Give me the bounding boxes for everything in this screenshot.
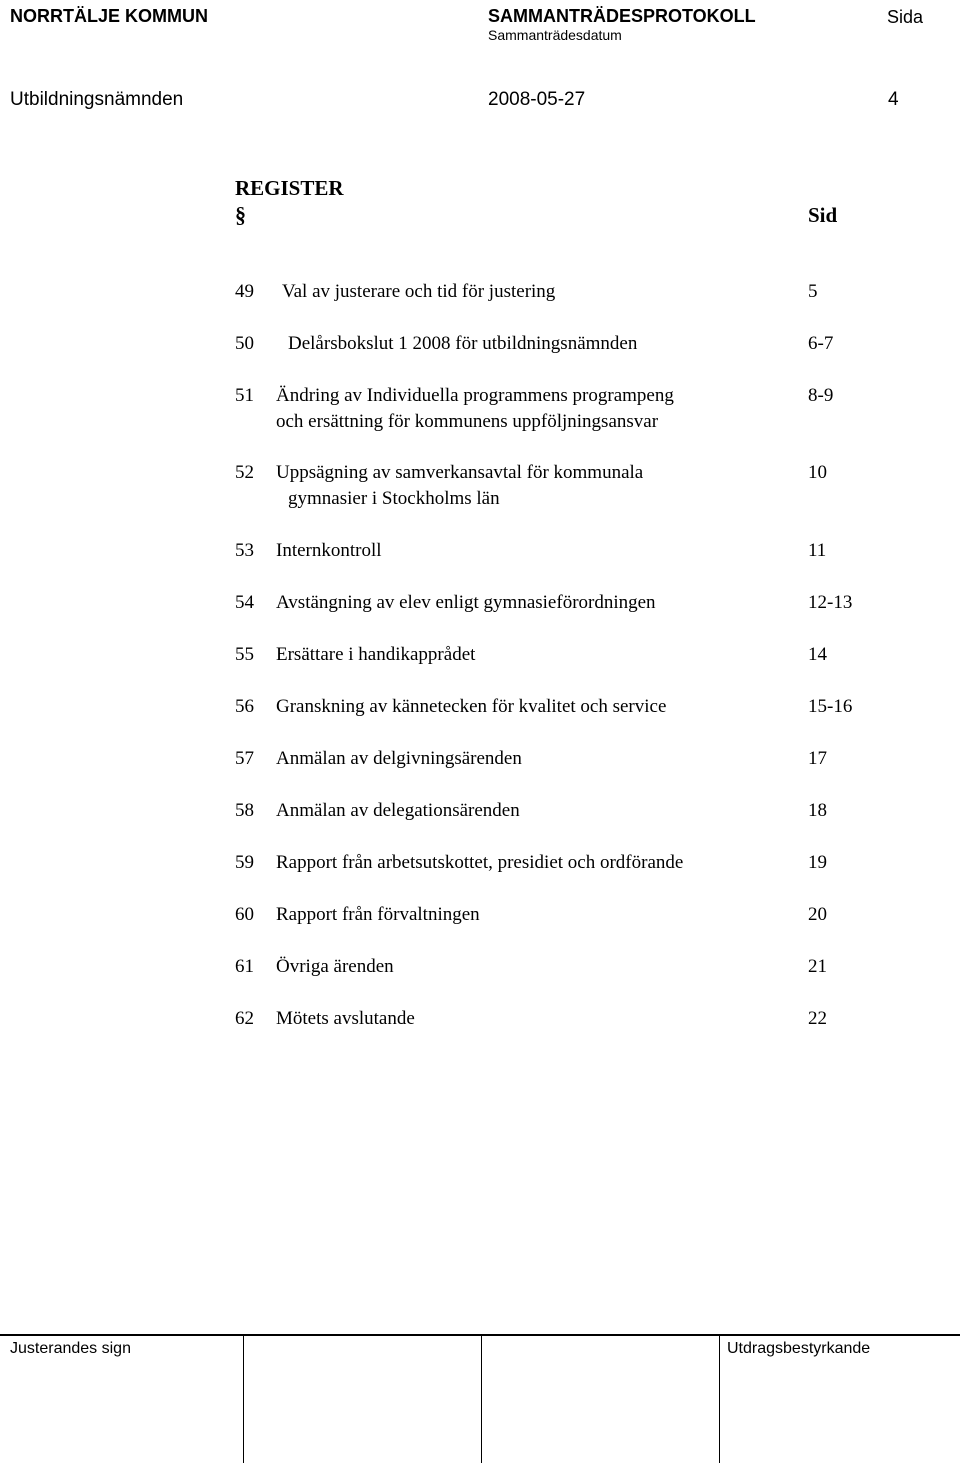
entry-number: 59 [235, 852, 254, 873]
entry-page: 6-7 [808, 333, 834, 354]
entry-page: 8-9 [808, 385, 834, 406]
entry-title-continued: gymnasier i Stockholms län [288, 488, 500, 509]
entry-title: Anmälan av delegationsärenden [276, 800, 520, 821]
entry-title: Rapport från förvaltningen [276, 904, 480, 925]
entry-page: 18 [808, 800, 827, 821]
entry-page: 15-16 [808, 696, 853, 717]
entry-title: Rapport från arbetsutskottet, presidiet och ordförande [276, 852, 684, 873]
entry-number: 56 [235, 696, 254, 717]
sign-label: Justerandes sign [10, 1340, 131, 1357]
entry-title: Anmälan av delgivningsärenden [276, 748, 522, 769]
entry-number: 51 [235, 385, 254, 406]
footer-divider [0, 1334, 960, 1336]
entry-number: 57 [235, 748, 254, 769]
document-type: SAMMANTRÄDESPROTOKOLL [488, 6, 756, 26]
section-symbol: § [235, 202, 246, 227]
entry-title: Ändring av Individuella programmens programpeng [276, 385, 674, 406]
signature-footer [0, 1334, 960, 1463]
entry-number: 62 [235, 1008, 254, 1029]
entry-title: Internkontroll [276, 540, 382, 561]
certify-label: Utdragsbestyrkande [727, 1340, 871, 1357]
entry-page: 14 [808, 644, 827, 665]
entry-number: 61 [235, 956, 254, 977]
entry-title: Uppsägning av samverkansavtal för kommunala [276, 462, 644, 483]
register-title: REGISTER [235, 176, 344, 200]
entry-number: 49 [235, 281, 254, 302]
signature-box-divider [719, 1334, 720, 1463]
entry-page: 22 [808, 1008, 827, 1029]
entry-number: 53 [235, 540, 254, 561]
entry-page: 11 [808, 540, 827, 561]
entry-page: 10 [808, 462, 827, 483]
entry-page: 5 [808, 281, 818, 302]
meeting-date: 2008-05-27 [488, 89, 586, 110]
entry-title-continued: och ersättning för kommunens uppföljningsansvar [276, 411, 659, 432]
entry-title: Mötets avslutande [276, 1008, 415, 1029]
signature-box-divider [243, 1334, 244, 1463]
organization-name: NORRTÄLJE KOMMUN [10, 6, 208, 26]
entry-title: Granskning av kännetecken för kvalitet och service [276, 696, 667, 717]
entry-title: Delårsbokslut 1 2008 för utbildningsnämnden [288, 333, 638, 354]
entry-number: 55 [235, 644, 254, 665]
entry-page: 21 [808, 956, 827, 977]
page-label: Sida [887, 7, 924, 27]
signature-box-divider [481, 1334, 482, 1463]
entry-page: 12-13 [808, 592, 853, 613]
entry-number: 58 [235, 800, 254, 821]
entry-title: Övriga ärenden [276, 956, 394, 977]
entry-number: 52 [235, 462, 254, 483]
entry-page: 19 [808, 852, 827, 873]
entry-title: Val av justerare och tid för justering [282, 281, 556, 302]
entry-page: 17 [808, 748, 827, 769]
page-column-label: Sid [808, 203, 838, 227]
entry-title: Avstängning av elev enligt gymnasieförordningen [276, 592, 656, 613]
entry-title: Ersättare i handikapprådet [276, 644, 476, 665]
committee-name: Utbildningsnämnden [10, 89, 184, 110]
entry-number: 60 [235, 904, 254, 925]
entry-page: 20 [808, 904, 827, 925]
entry-number: 50 [235, 333, 254, 354]
date-label: Sammanträdesdatum [488, 27, 622, 43]
page-number: 4 [888, 89, 899, 110]
entry-number: 54 [235, 592, 254, 613]
